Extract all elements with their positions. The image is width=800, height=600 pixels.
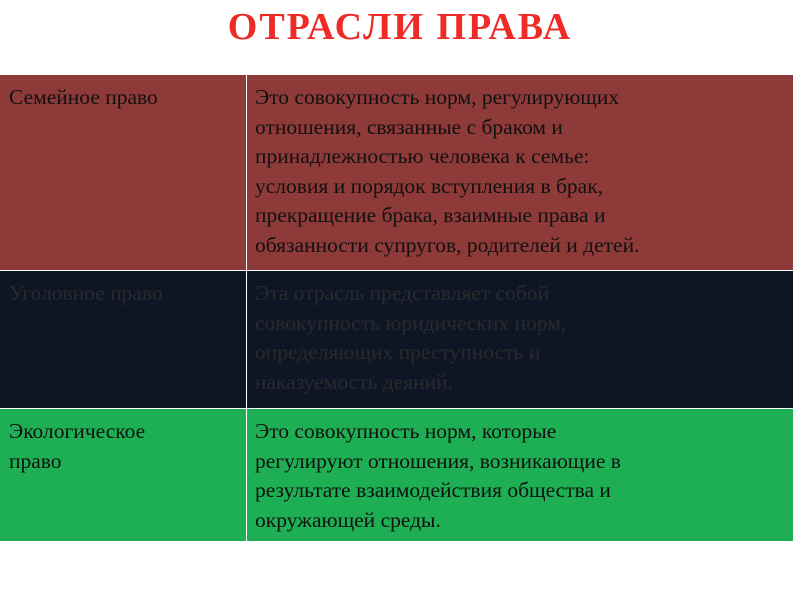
definition-line: результате взаимодействия общества и <box>255 478 611 502</box>
definition-cell <box>247 75 793 270</box>
definition-line: прекращение брака, взаимные права и <box>255 203 606 227</box>
definition-line: Эта отрасль представляет собой <box>255 281 550 305</box>
table-row-family-law <box>0 75 793 271</box>
page-title: ОТРАСЛИ ПРАВА <box>227 6 573 48</box>
definition-line: Это совокупность норм, которые <box>255 419 557 443</box>
definition-line: регулируют отношения, возникающие в <box>255 448 621 473</box>
definition-line: условия и порядок вступления в брак, <box>255 173 604 198</box>
table-row-ecological-law <box>0 409 793 541</box>
law-branches-table <box>0 75 793 541</box>
term-line: Экологическое <box>9 419 146 443</box>
definition-line: Это совокупность норм, регулирующих <box>255 85 620 109</box>
definition-line: обязанности супругов, родителей и детей. <box>255 232 640 257</box>
definition-line: отношения, связанные с браком и <box>255 114 563 139</box>
term-cell <box>0 409 247 541</box>
definition-cell <box>247 271 793 408</box>
term-line: Семейное право <box>9 85 158 109</box>
table-row-criminal-law <box>0 271 793 409</box>
definition-line: принадлежностью человека к семье: <box>255 144 590 168</box>
term-cell <box>0 75 247 270</box>
definition-line: окружающей среды. <box>255 507 441 532</box>
term-cell <box>0 271 247 408</box>
term-line: Уголовное право <box>9 281 163 305</box>
definition-line: совокупность юридических норм, <box>255 310 567 335</box>
definition-line: наказуемость деяний. <box>255 369 454 394</box>
definition-cell <box>247 409 793 541</box>
definition-line: определяющих преступность и <box>255 340 541 364</box>
term-line: право <box>9 448 62 473</box>
